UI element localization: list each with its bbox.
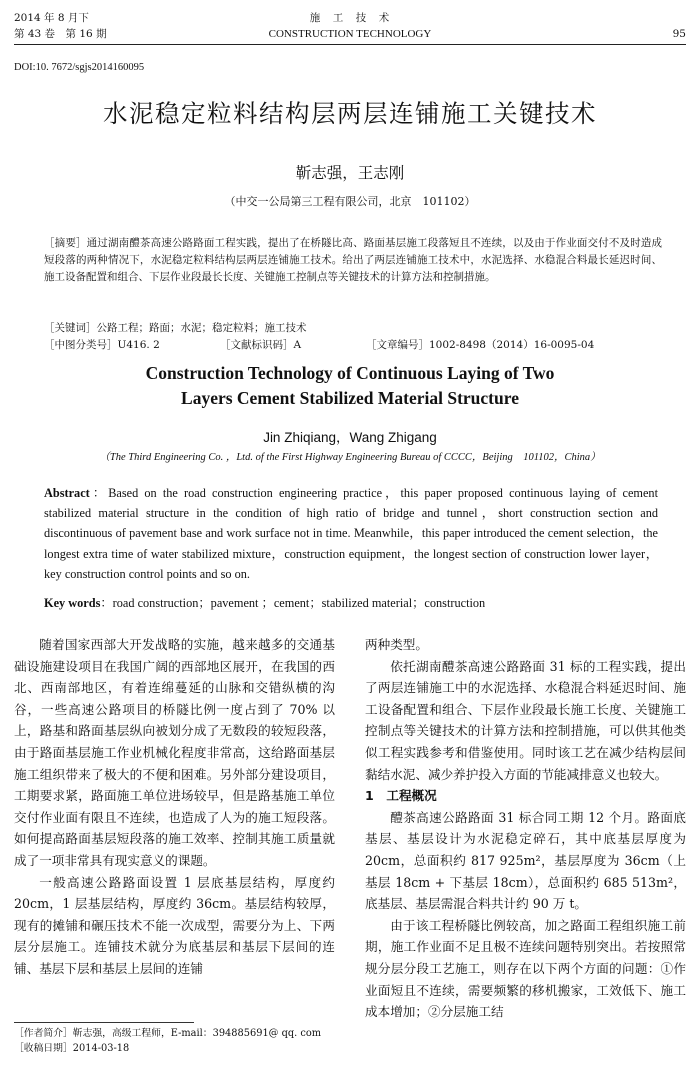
received-date: [14, 1042, 129, 1056]
header-rule: [14, 44, 686, 45]
body-left-column: [14, 634, 335, 980]
keywords-en-text: ：road construction；pavement ；cement；stabilized material；construction: [100, 596, 486, 610]
title-en-line1: Construction Technology of Continuous Laying of Two: [145, 363, 555, 383]
keywords-cn: [44, 320, 307, 337]
received-date-text: 2014-03-18: [72, 1043, 130, 1054]
doc-code-value: A: [293, 339, 302, 351]
article-number-value: 1002-8498（2014）16-0095-04: [429, 339, 595, 351]
body-paragraph: 醴茶高速公路路面 31 标合同工期 12 个月。路面底基层、基层设计为水泥稳定碎石，其中底基层厚度为 20cm，总面积约 817 925m²，基层厚度为 36cm（上基层 18cm + 下基层 18cm），总面积约 685 513m²，底基层、基层需混合料共计约 90 万 t。: [365, 809, 686, 912]
title-en-line2: Layers Cement Stabilized Material Structure: [181, 387, 519, 408]
abstract-cn-label: ［摘要］: [44, 237, 87, 249]
author-note: [14, 1027, 321, 1041]
article-number: [366, 337, 594, 354]
keywords-cn-text: 公路工程；路面；水泥；稳定粒料；施工技术: [96, 322, 307, 334]
keywords-cn-label: ［关键词］: [44, 322, 97, 334]
body-paragraph-continued: 两种类型。: [365, 637, 428, 652]
header-volume: 第 43 卷 第 16 期: [14, 28, 107, 40]
title-en: [0, 361, 700, 410]
clc-label: ［中图分类号］: [44, 339, 118, 351]
affiliation-en: （The Third Engineering Co. ，Ltd. of the First Highway Engineering Bureau of CCCC，Beijing 101102，China）: [99, 452, 601, 463]
doc-code-label: ［文献标识码］: [220, 339, 294, 351]
footnote-rule: [14, 1022, 194, 1023]
article-number-label: ［文章编号］: [366, 339, 429, 351]
abstract-en: [44, 483, 658, 584]
header-page-number: 95: [672, 28, 686, 40]
body-paragraph: 随着国家西部大开发战略的实施，越来越多的交通基础设施建设项目在我国广阔的西部地区展开，在我国的西北、西南部地区，有着连绵蔓延的山脉和交错纵横的沟谷，一些高速公路项目的桥隧比例一度占到了 70% 以上，路基和路面基层纵向被划分成了无数段的较短段落，由于路面基层施工作业机械化程度非常高，这给路面基层施工组织带来了极大的不便和困难。另外部分建设项目，工期要求紧，路面施工单位进场较早，但是路基施工单位交付作业面有限且不连续，也造成了人为的施工短段落。如何提高路面基层短段落的施工效率、控制其施工质量就成了一项非常具有现实意义的课题。: [14, 637, 335, 868]
abstract-cn-text: 通过湖南醴茶高速公路路面工程实践，提出了在桥隧比高、路面基层施工段落短且不连续，以及由于作业面交付不及时造成短段落的两种情况下，水泥稳定粒料结构层两层连铺施工技术。给出了两层连铺施工技术中，水泥选择、水稳混合料最长延迟时间、施工设备配置和组合、下层作业段最长长度、关键施工控制点等关键技术的计算方法和控制措施。: [44, 237, 663, 283]
clc-value: U416. 2: [117, 339, 160, 351]
abstract-cn: [44, 235, 662, 286]
body-right-column: [365, 634, 686, 1023]
doc-code: [220, 337, 301, 354]
author-note-text: 靳志强，高级工程师，E-mail：394885691@ qq. com: [72, 1028, 322, 1039]
title-cn: 水泥稳定粒料结构层两层连铺施工关键技术: [103, 99, 597, 128]
clc: [44, 337, 160, 354]
keywords-en-label: Key words: [44, 596, 101, 610]
abstract-en-label: Abstract: [44, 486, 90, 500]
section-heading: 1 工程概况: [365, 788, 437, 804]
body-paragraph: 由于该工程桥隧比例较高，加之路面工程组织施工前期，施工作业面不足且极不连续问题特别突出。若按照常规分层分段工艺施工，则存在以下两个方面的问题：①作业面短且不连续，需要频繁的移机搬家，工效低下、施工成本增加；②分层施工结: [365, 917, 686, 1020]
header-journal-en: CONSTRUCTION TECHNOLOGY: [268, 28, 432, 40]
received-date-label: ［收稿日期］: [14, 1043, 73, 1054]
body-paragraph: 一般高速公路路面设置 1 层底基层结构，厚度约 20cm，1 层基层结构，厚度约 36cm。基层结构较厚，现有的摊铺和碾压技术不能一次成型，需要分为上、下两层分层施工。连铺技术就分为底基层和基层下层间的连铺、基层下层和基层上层间的连铺: [14, 874, 335, 976]
header-journal-cn: 施 工 技 术: [309, 12, 391, 24]
doi: DOI:10. 7672/sgjs2014160095: [14, 62, 145, 73]
author-note-label: ［作者简介］: [14, 1028, 73, 1039]
authors-en: Jin Zhiqiang，Wang Zhigang: [263, 430, 437, 445]
abstract-en-text: ：Based on the road construction engineering practice，this paper proposed continuous laying of cement stabilized material structure in the condition of high ratio of bridge and tunnel，short construction section and discontinuous of pavement base and work surface not in time. Meanwhile，this paper introduced the cement selection，the longest extra time of water stabilized mixture，construction equipment，the longest section of construction lower layer，key construction control points and so on.: [44, 486, 658, 581]
authors-cn: 靳志强，王志刚: [295, 164, 405, 182]
keywords-en: [44, 594, 485, 612]
affiliation-cn: （中交一公局第三工程有限公司，北京 101102）: [224, 195, 476, 208]
header-date: 2014 年 8 月下: [14, 12, 89, 24]
body-paragraph: 依托湖南醴茶高速公路路面 31 标的工程实践，提出了两层连铺施工中的水泥选择、水稳混合料延迟时间、施工设备配置和组合、下层作业段最长施工长度、关键施工控制点等关键技术的计算方法和控制措施，可以供其他类似工程实践参考和借鉴使用。同时该工艺在减少结构层间黏结水泥、减少养护投入方面的节能减排意义也较大。: [365, 658, 686, 782]
